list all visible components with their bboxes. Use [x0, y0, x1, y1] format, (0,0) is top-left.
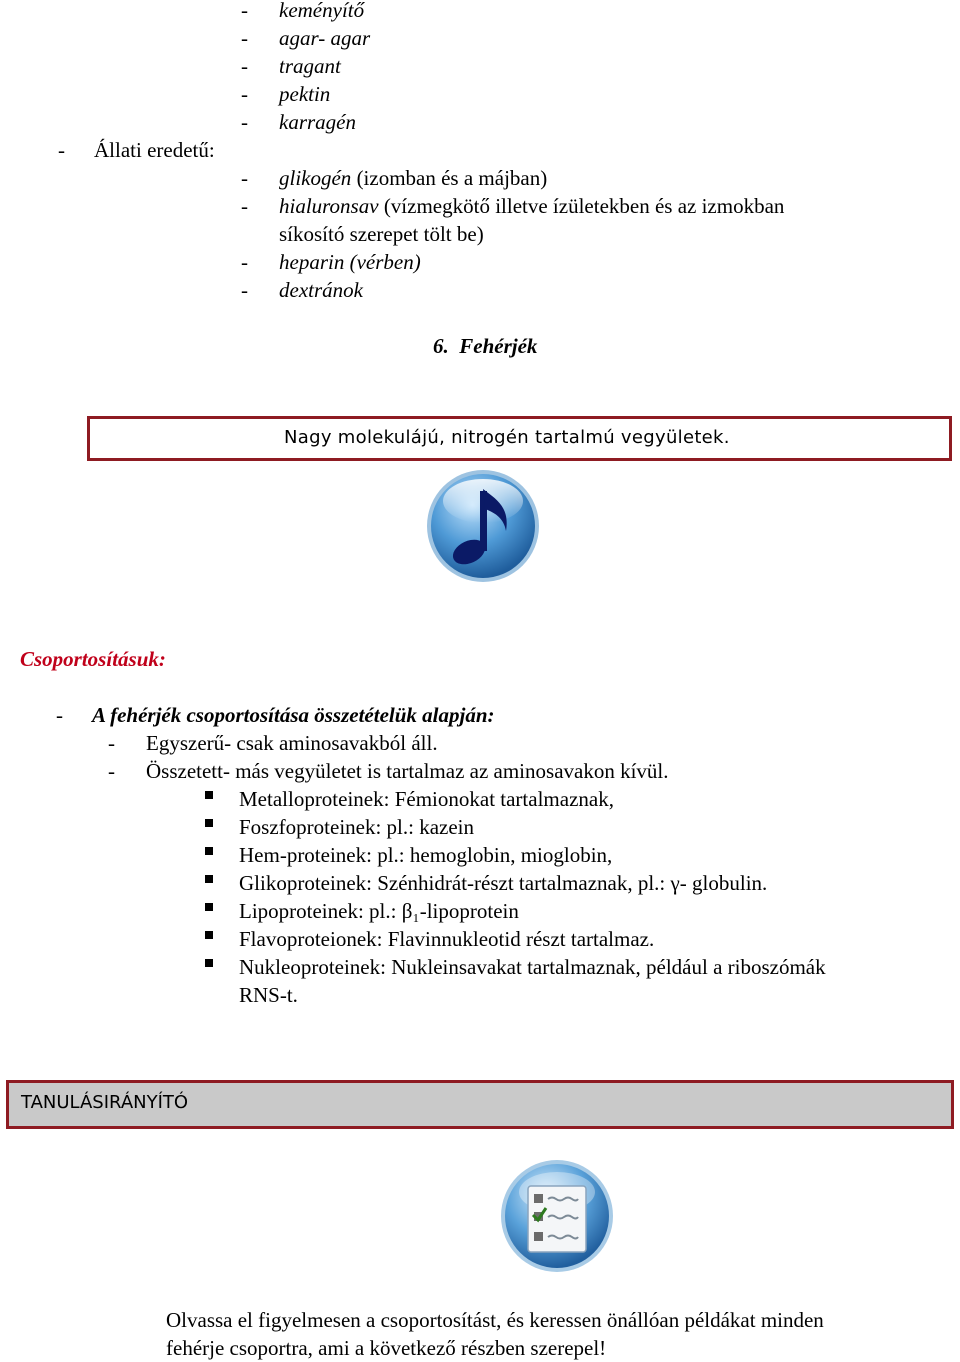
list-item: agar- agar	[279, 26, 371, 50]
list-item: Metalloproteinek: Fémionokat tartalmaznak,	[239, 787, 614, 811]
bullet-icon	[205, 875, 213, 883]
section-title: 6. Fehérjék	[433, 334, 538, 358]
list-item: Lipoproteinek: pl.: β₁-lipoprotein	[239, 899, 519, 923]
bullet-icon	[205, 903, 213, 911]
checklist-icon	[498, 1158, 616, 1276]
list-item: glikogén (izomban és a májban)	[279, 166, 548, 190]
definition-box	[87, 416, 952, 461]
bullet-icon	[205, 847, 213, 855]
list-item: tragant	[279, 54, 341, 78]
list-item: heparin (vérben)	[279, 250, 421, 274]
definition-text: Nagy molekulájú, nitrogén tartalmú vegyületek.	[284, 427, 730, 448]
list-item: karragén	[279, 110, 356, 134]
list-item-continuation: RNS-t.	[239, 983, 298, 1007]
simple-protein: Egyszerű- csak aminosavakból áll.	[146, 731, 438, 755]
animal-label: Állati eredetű:	[94, 138, 215, 162]
list-item: Flavoproteionek: Flavinnukleotid részt tartalmaz.	[239, 927, 655, 951]
list-item: Foszfoproteinek: pl.: kazein	[239, 815, 475, 839]
bullet-icon	[205, 959, 213, 967]
study-guide-label: TANULÁSIRÁNYÍTÓ	[21, 1092, 189, 1113]
grouping-main: A fehérjék csoportosítása összetételük alapján:	[92, 703, 495, 727]
study-guide-box	[6, 1080, 954, 1129]
music-note-icon	[424, 469, 542, 587]
list-item: Hem-proteinek: pl.: hemoglobin, mioglobin,	[239, 843, 613, 867]
list-item-continuation: síkosító szerepet tölt be)	[279, 222, 484, 246]
list-item: hialuronsav (vízmegkötő illetve ízületekben és az izmokban	[279, 194, 785, 218]
study-guide-text-line1: Olvassa el figyelmesen a csoportosítást, és keressen önállóan példákat minden	[166, 1308, 824, 1332]
list-item: Nukleoproteinek: Nukleinsavakat tartalmaznak, például a riboszómák	[239, 955, 826, 979]
complex-protein: Összetett- más vegyületet is tartalmaz az aminosavakon kívül.	[146, 759, 669, 783]
grouping-title: Csoportosításuk:	[20, 647, 166, 671]
study-guide-text-line2: fehérje csoportra, ami a következő részben szerepel!	[166, 1336, 607, 1360]
list-item: dextránok	[279, 278, 363, 302]
bullet-icon	[205, 931, 213, 939]
list-item: Glikoproteinek: Szénhidrát-részt tartalmaznak, pl.: γ- globulin.	[239, 871, 768, 895]
bullet-icon	[205, 791, 213, 799]
list-item: keményítő	[279, 0, 365, 22]
bullet-icon	[205, 819, 213, 827]
list-item: pektin	[279, 82, 331, 106]
